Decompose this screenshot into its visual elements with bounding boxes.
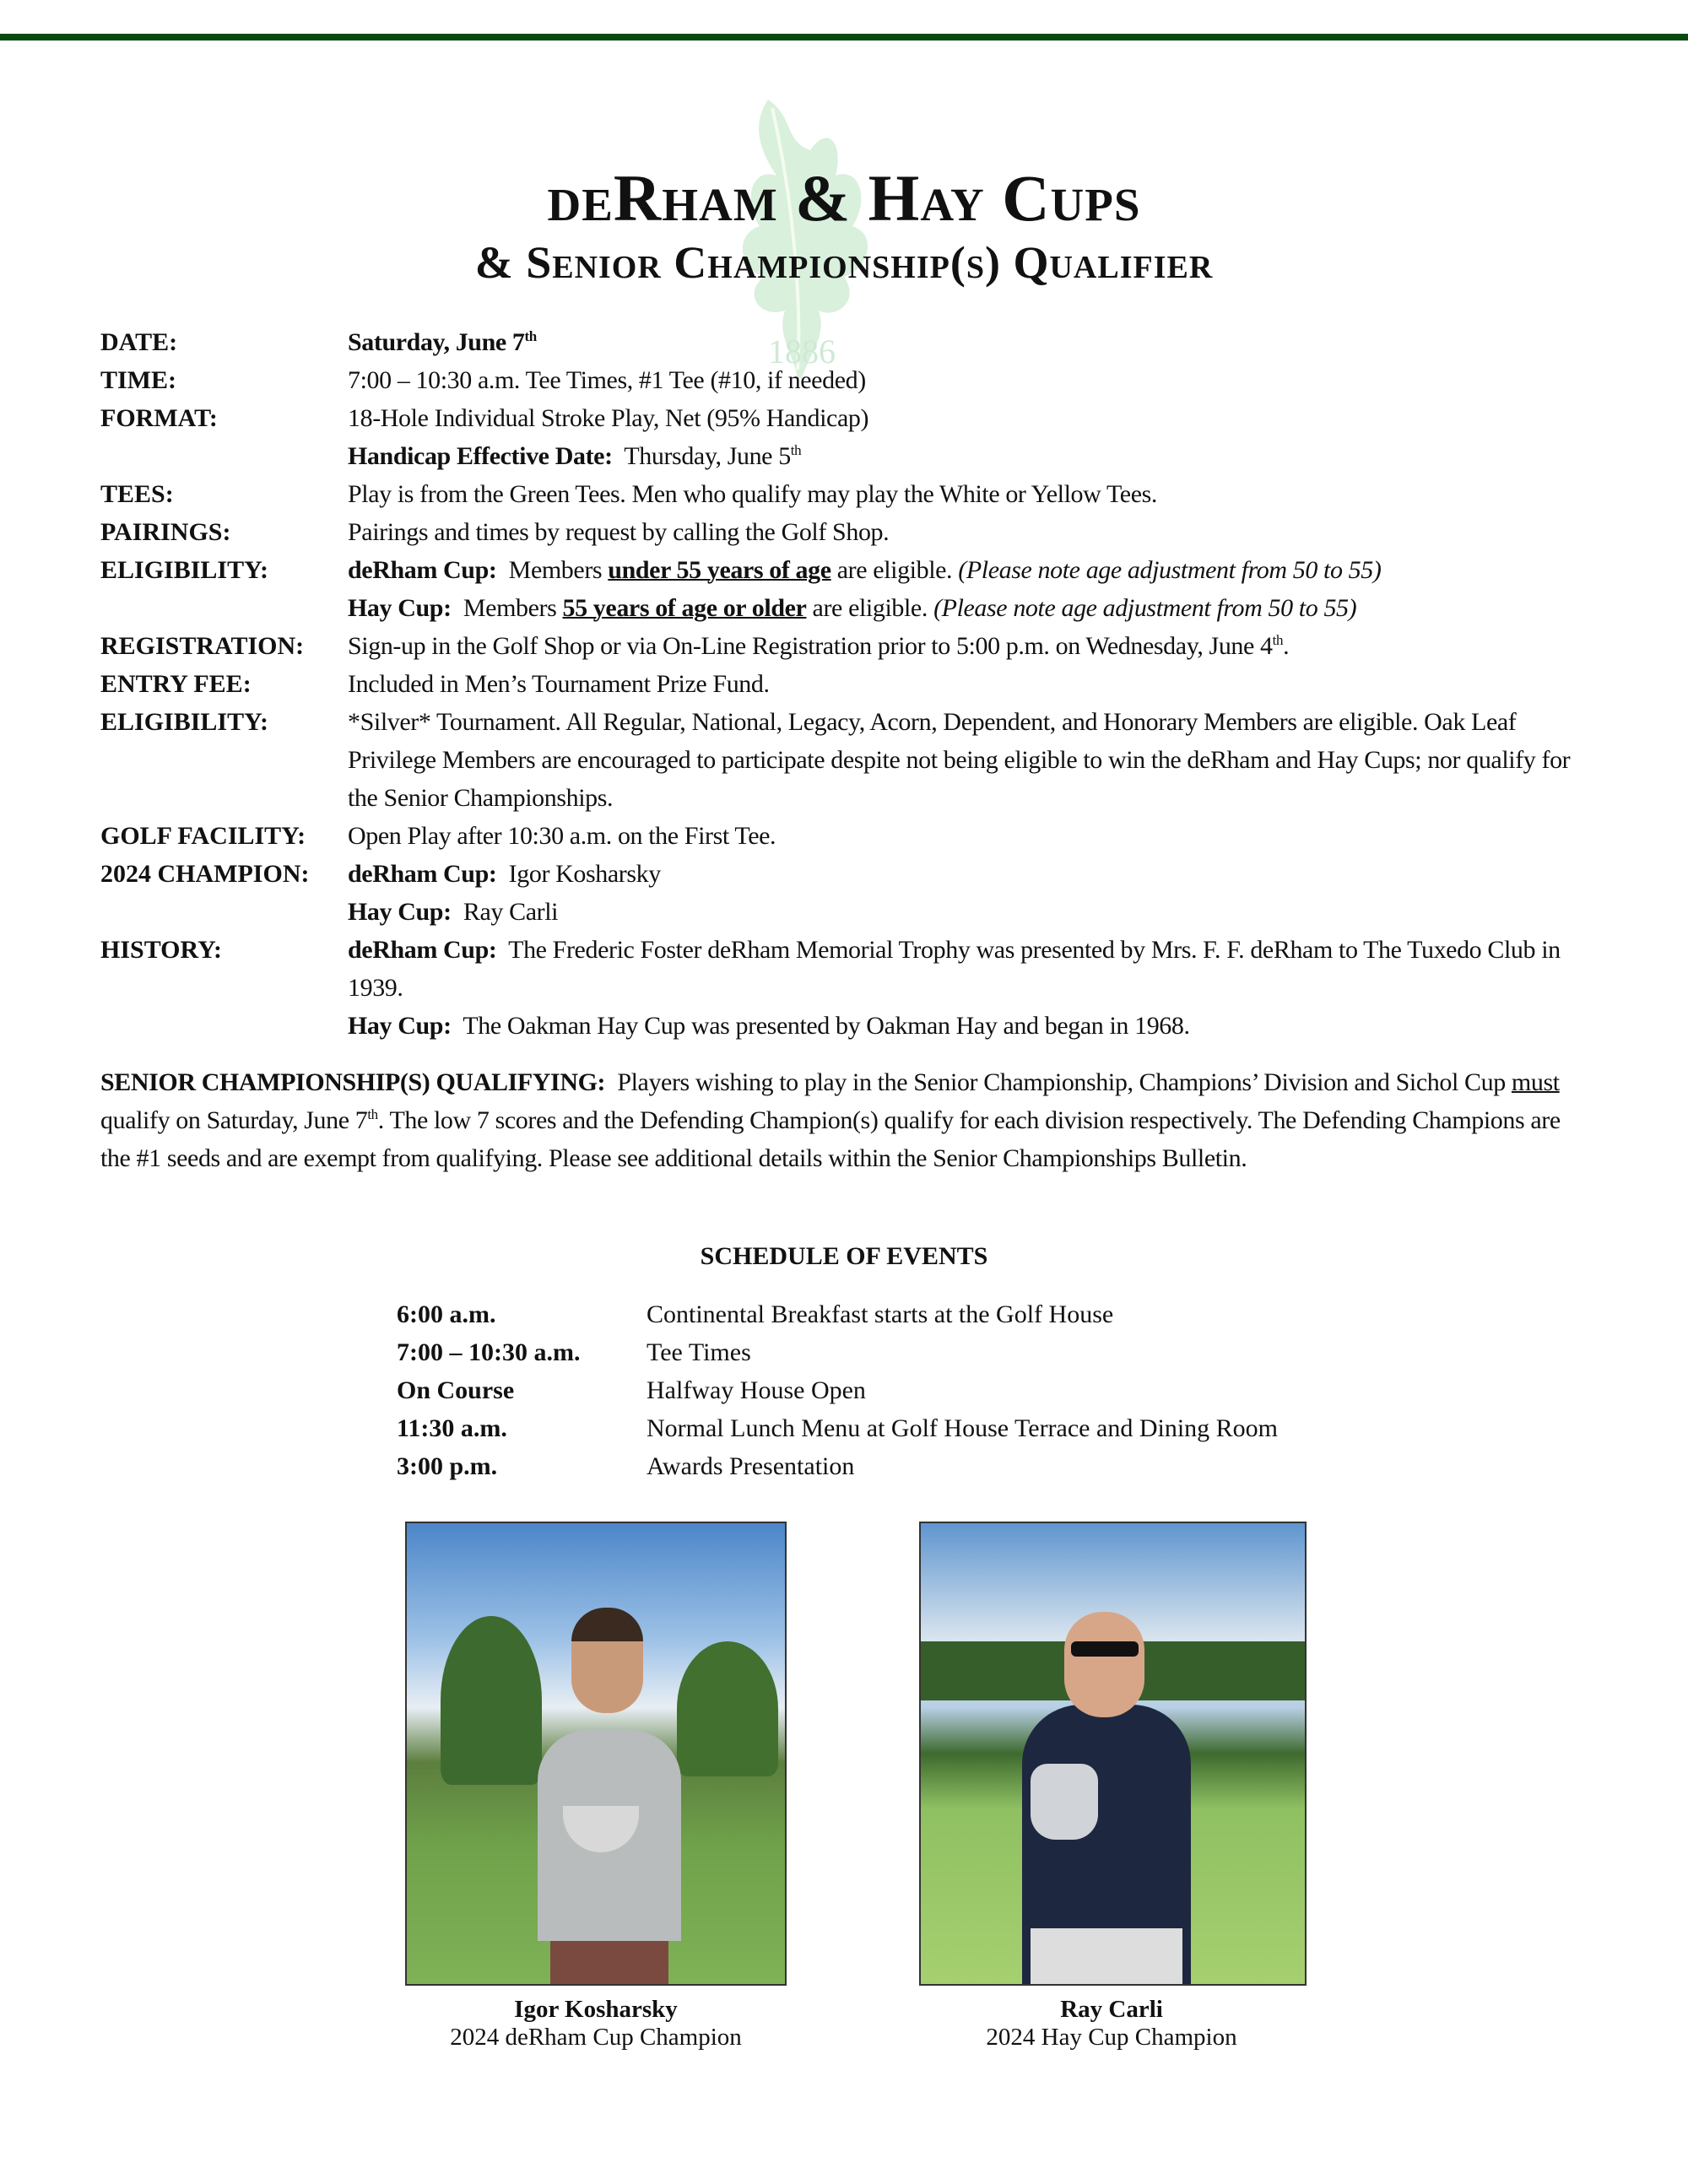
row-tees: TEES: Play is from the Green Tees. Men who qualify may play the White or Yellow Tees. bbox=[100, 480, 1158, 508]
champion-photo-ray-carli bbox=[919, 1522, 1307, 1986]
top-rule bbox=[0, 34, 1688, 41]
schedule-item: 6:00 a.m. Continental Breakfast starts at the Golf House bbox=[397, 1300, 1114, 1328]
caption-igor-kosharsky: Igor Kosharsky 2024 deRham Cup Champion bbox=[450, 1996, 742, 2051]
svg-text:1886: 1886 bbox=[768, 332, 836, 370]
page-subtitle: & Senior Championship(s) Qualifier bbox=[474, 237, 1214, 288]
row-time: TIME: 7:00 – 10:30 a.m. Tee Times, #1 Tee (#10, if needed) bbox=[100, 366, 866, 394]
schedule-item: 7:00 – 10:30 a.m. Tee Times bbox=[397, 1338, 751, 1366]
row-eligibility-hay: Hay Cup: Members 55 years of age or older are eligible. (Please note age adjustment from 50 to 55) bbox=[348, 594, 1357, 622]
row-golf-facility: GOLF FACILITY: Open Play after 10:30 a.m. on the First Tee. bbox=[100, 822, 776, 850]
row-registration: REGISTRATION: Sign-up in the Golf Shop or via On-Line Registration prior to 5:00 p.m. on Wednesday, June 4th. bbox=[100, 632, 1290, 660]
senior-qualifying-paragraph: SENIOR CHAMPIONSHIP(S) QUALIFYING: Players wishing to play in the Senior Championship, Champions’ Division and Sichol Cup must qualify on Saturday, June 7th. The low 7 scores and the Defending Champion(s) qualify for each division respectively. The Defending Champions are the #1 seeds and are exempt from qualifying. Please see additional details within the Senior Championships Bulletin. bbox=[100, 1068, 1561, 1172]
row-pairings: PAIRINGS: Pairings and times by request by calling the Golf Shop. bbox=[100, 518, 890, 546]
schedule-item: 3:00 p.m. Awards Presentation bbox=[397, 1452, 855, 1480]
schedule-item: On Course Halfway House Open bbox=[397, 1376, 866, 1404]
champion-photo-igor-kosharsky bbox=[405, 1522, 787, 1986]
row-entry-fee: ENTRY FEE: Included in Men’s Tournament Prize Fund. bbox=[100, 670, 770, 698]
row-champion-derham: 2024 CHAMPION: deRham Cup: Igor Kosharsky bbox=[100, 860, 661, 888]
schedule-heading: SCHEDULE OF EVENTS bbox=[700, 1242, 988, 1270]
caption-ray-carli: Ray Carli 2024 Hay Cup Champion bbox=[986, 1996, 1237, 2051]
row-format: FORMAT: 18-Hole Individual Stroke Play, Net (95% Handicap) bbox=[100, 404, 869, 432]
row-history-derham: HISTORY: deRham Cup: The Frederic Foster deRham Memorial Trophy was presented by Mrs. F. F. deRham to The Tuxedo Club in 1939. bbox=[100, 936, 1561, 1002]
schedule-item: 11:30 a.m. Normal Lunch Menu at Golf House Terrace and Dining Room bbox=[397, 1414, 1278, 1442]
row-eligibility-derham: ELIGIBILITY: deRham Cup: Members under 55 years of age are eligible. (Please note age adjustment from 50 to 55) bbox=[100, 556, 1382, 584]
row-handicap-date: Handicap Effective Date: Thursday, June 5th bbox=[348, 442, 802, 470]
event-details bbox=[100, 323, 1620, 1045]
row-date: DATE: Saturday, June 7th bbox=[100, 328, 537, 356]
row-champion-hay: Hay Cup: Ray Carli bbox=[348, 898, 559, 926]
row-eligibility-silver: ELIGIBILITY: *Silver* Tournament. All Regular, National, Legacy, Acorn, Dependent, and Honorary Members are eligible. Oak Leaf Privilege Members are encouraged to participate despite not being eligible to win the deRham and Hay Cups; nor qualify for the Senior Championships. bbox=[100, 708, 1571, 812]
row-history-hay: Hay Cup: The Oakman Hay Cup was presented by Oakman Hay and began in 1968. bbox=[348, 1012, 1190, 1040]
schedule-list bbox=[397, 1295, 1278, 1485]
page-title: deRham & Hay Cups bbox=[547, 161, 1141, 235]
